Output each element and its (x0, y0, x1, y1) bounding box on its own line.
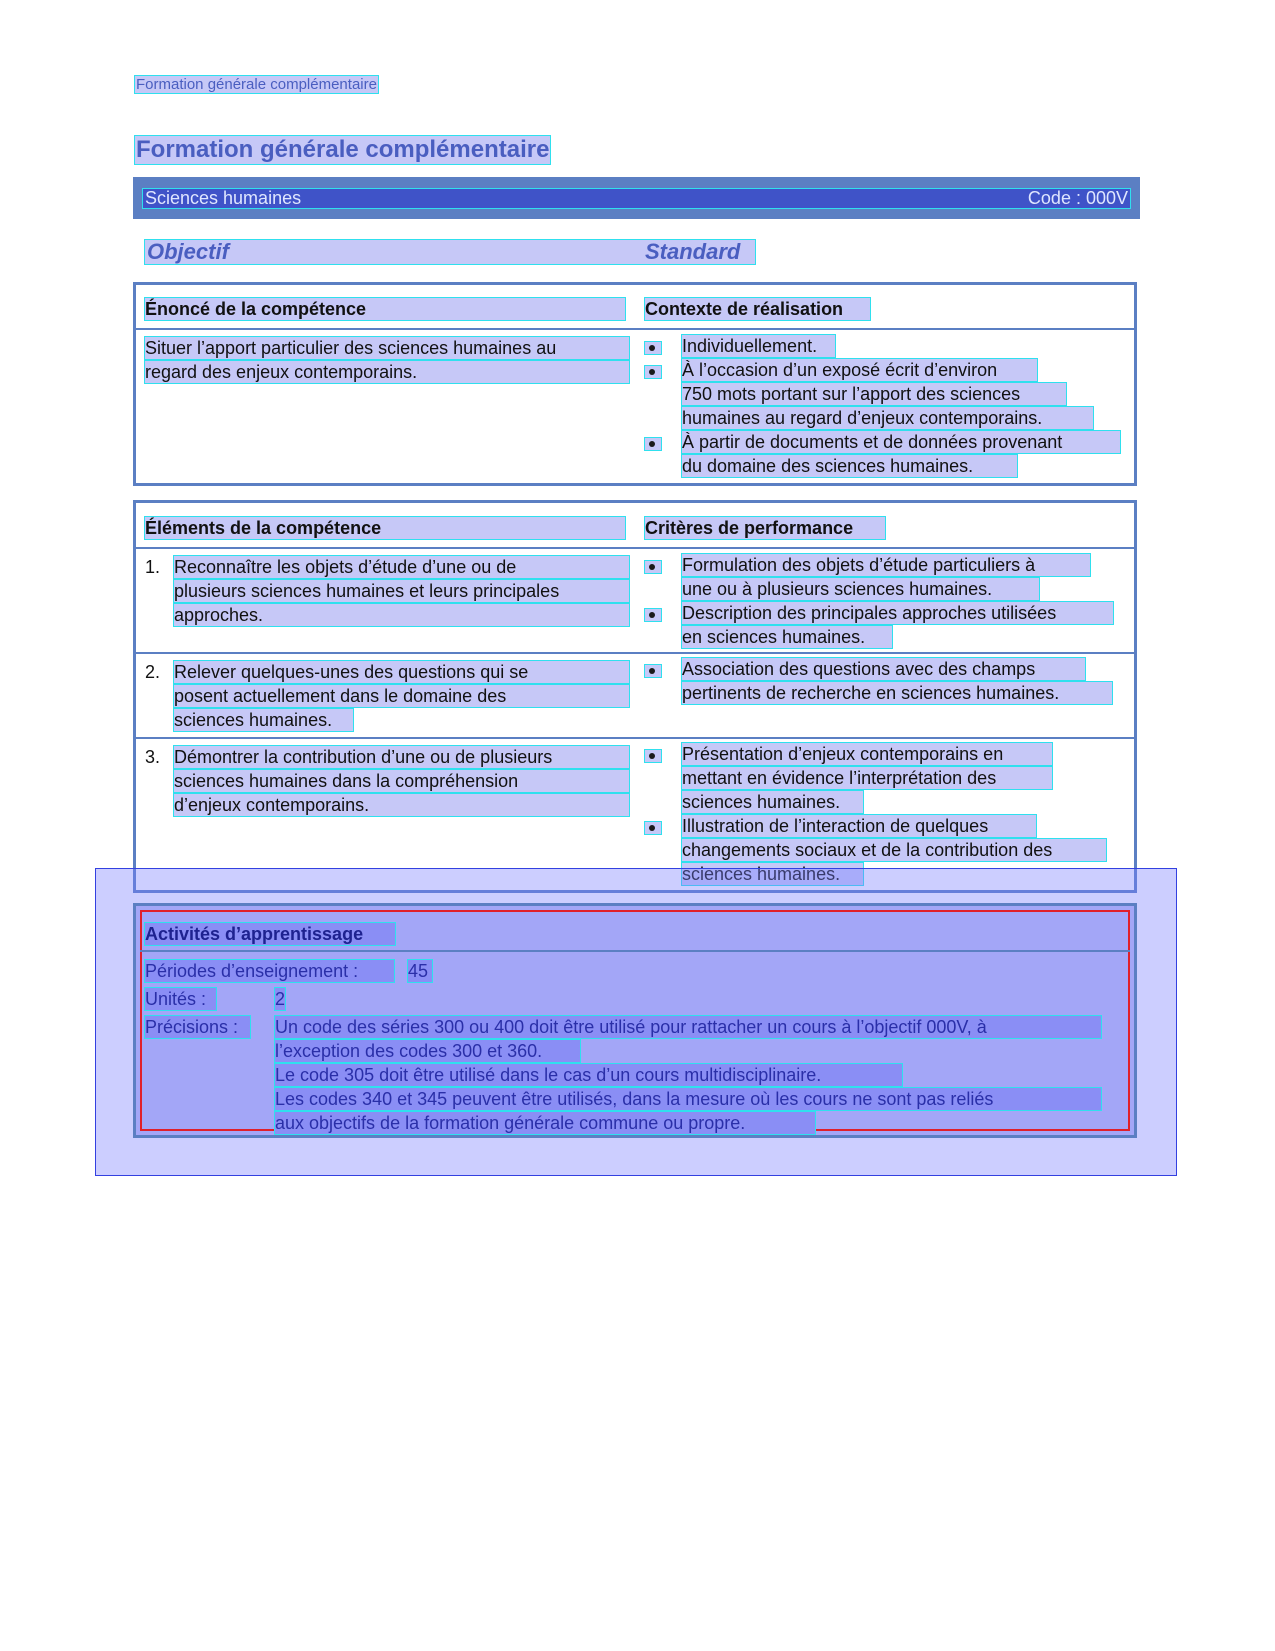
criteria-line: sciences humaines. (682, 791, 863, 813)
objectif-heading: Objectif (147, 239, 229, 264)
bullet-icon (645, 342, 661, 354)
activities-divider (140, 950, 1130, 952)
precisions-line: l’exception des codes 300 et 360. (275, 1040, 580, 1062)
criteria-line: Association des questions avec des champs (682, 658, 1085, 680)
criteria-line: Illustration de l’interaction de quelques (682, 815, 1036, 837)
criteria-line: Formulation des objets d’étude particuliers à (682, 554, 1090, 576)
precisions-line: Le code 305 doit être utilisé dans le cas d’un cours multidisciplinaire. (275, 1064, 902, 1086)
criteria-heading: Critères de performance (645, 517, 885, 539)
standard-heading: Standard (645, 239, 741, 264)
element-line: sciences humaines dans la compréhension (174, 770, 629, 792)
activities-heading: Activités d’apprentissage (145, 923, 395, 945)
element-line: plusieurs sciences humaines et leurs principales (174, 580, 629, 602)
criteria-line: une ou à plusieurs sciences humaines. (682, 578, 1039, 600)
element-line: d’enjeux contemporains. (174, 794, 629, 816)
periods-label: Périodes d’enseignement : (145, 960, 394, 982)
elements-box (133, 500, 1137, 893)
criteria-line: mettant en évidence l’interprétation des (682, 767, 1052, 789)
bullet-icon (645, 665, 661, 677)
bullet-icon (645, 822, 661, 834)
subject-bar-content (143, 189, 1130, 208)
competence-statement-line: regard des enjeux contemporains. (145, 361, 629, 383)
element-line: posent actuellement dans le domaine des (174, 685, 629, 707)
context-line: humaines au regard d’enjeux contemporains. (682, 407, 1093, 429)
criteria-line: sciences humaines. (682, 863, 863, 885)
bullet-icon (645, 366, 661, 378)
precisions-line: Un code des séries 300 ou 400 doit être utilisé pour rattacher un cours à l’objectif 000V, à (275, 1016, 1101, 1038)
context-line: À l’occasion d’un exposé écrit d’environ (682, 359, 1037, 381)
competence-statement-line: Situer l’apport particulier des sciences humaines au (145, 337, 629, 359)
element-line: Relever quelques-unes des questions qui se (174, 661, 629, 683)
precisions-line: Les codes 340 et 345 peuvent être utilisés, dans la mesure où les cours ne sont pas reliés (275, 1088, 1101, 1110)
context-line: À partir de documents et de données provenant (682, 431, 1120, 453)
competence-divider (136, 328, 1134, 330)
context-line: du domaine des sciences humaines. (682, 455, 1017, 477)
bullet-icon (645, 561, 661, 573)
elements-row-divider (136, 652, 1134, 654)
criteria-line: en sciences humaines. (682, 626, 892, 648)
competence-box (133, 282, 1137, 486)
elements-heading: Éléments de la compétence (145, 517, 625, 539)
elements-row-divider (136, 737, 1134, 739)
precisions-line: aux objectifs de la formation générale commune ou propre. (275, 1112, 815, 1134)
bullet-icon (645, 438, 661, 450)
criteria-line: Description des principales approches utilisées (682, 602, 1113, 624)
page-title: Formation générale complémentaire (136, 136, 550, 163)
subject-name: Sciences humaines (145, 188, 302, 208)
context-heading: Contexte de réalisation (645, 298, 870, 320)
element-number: 1. (145, 557, 161, 577)
bullet-icon (645, 750, 661, 762)
subject-code: Code : 000V (1027, 188, 1128, 208)
elements-header-divider (136, 547, 1134, 549)
subject-bar (133, 177, 1140, 219)
column-headings (145, 240, 755, 264)
element-line: approches. (174, 604, 629, 626)
element-number: 3. (145, 747, 161, 767)
context-line: 750 mots portant sur l’apport des sciences (682, 383, 1066, 405)
criteria-line: changements sociaux et de la contribution des (682, 839, 1106, 861)
element-number: 2. (145, 662, 161, 682)
units-value: 2 (275, 989, 286, 1009)
element-line: sciences humaines. (174, 709, 353, 731)
element-line: Démontrer la contribution d’une ou de plusieurs (174, 746, 629, 768)
bullet-icon (645, 609, 661, 621)
element-line: Reconnaître les objets d’étude d’une ou de (174, 556, 629, 578)
criteria-line: pertinents de recherche en sciences humaines. (682, 682, 1112, 704)
competence-heading: Énoncé de la compétence (145, 298, 625, 320)
units-label: Unités : (145, 988, 216, 1010)
precisions-label: Précisions : (145, 1016, 250, 1038)
activities-box (133, 903, 1137, 1138)
criteria-line: Présentation d’enjeux contemporains en (682, 743, 1052, 765)
periods-value: 45 (408, 960, 432, 982)
context-line: Individuellement. (682, 335, 835, 357)
running-header: Formation générale complémentaire (136, 76, 377, 93)
